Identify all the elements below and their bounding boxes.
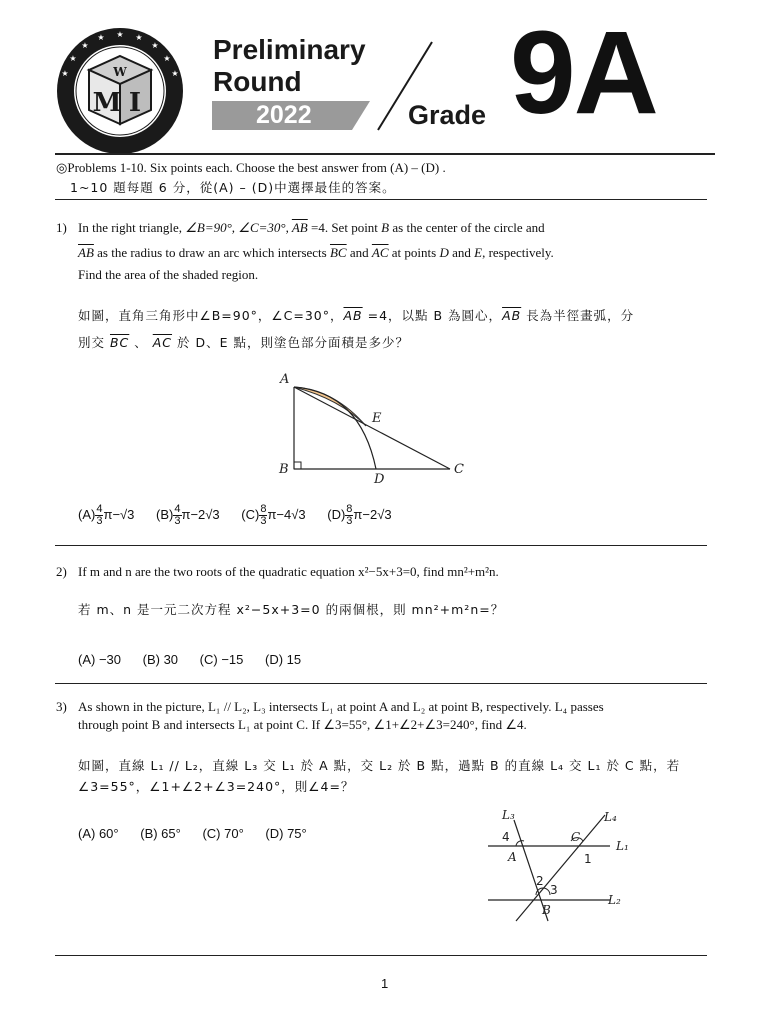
divider [55,545,707,546]
svg-text:★: ★ [171,69,179,78]
title-line2: Round [213,66,302,97]
svg-text:★: ★ [163,54,171,63]
problem-1-text-en-line3: Find the area of the shaded region. [78,267,259,282]
choice-a: (A) −30 [78,652,121,667]
svg-text:I: I [128,88,142,118]
figure-label-d: D [374,472,385,487]
svg-text:★: ★ [81,41,89,50]
choice-a: (A) 60° [78,826,119,841]
figure-label-l1: L₁ [616,839,629,853]
problem-1-figure [270,365,480,490]
choice-b: (B) 30 [142,652,179,667]
problem-1-text-zh-line2: 別交 $\overline{BC}$ 、 $\overline{AC}$ 於 D、E 點，則塗色部分面積是多少？ [78,335,409,350]
figure-label-c: C [454,462,464,477]
svg-text:★: ★ [61,69,69,78]
wmi-logo [55,26,185,156]
choice-d: (D) 15 [265,652,302,667]
svg-text:★: ★ [151,41,159,50]
figure-label-a: A [508,850,517,864]
svg-text:★: ★ [135,33,143,42]
problem-1-text-en-line2: $\overline{AB}$ as the radius to draw an arc which intersects $\overline{BC}$ and $\overline{AC}$ at points D and E, respectively. [78,245,554,260]
problem-2-number: 2) [56,564,67,579]
problem-3-figure [480,805,650,925]
problem-3-text-zh-line1: 如圖，直線 L₁ // L₂，直線 L₃ 交 L₁ 於 A 點，交 L₂ 於 B 點，過點 B 的直線 L₄ 交 L₁ 於 C 點，若 [78,758,681,773]
instructions-en: ◎Problems 1-10. Six points each. Choose the best answer from (A) – (D) . [56,160,446,175]
angle-label-1: 1 [584,852,592,866]
grade-code: 9A [510,7,657,139]
choice-b: (B) $\frac{4}{3}$ π−2√3 [156,503,220,527]
svg-text:W: W [113,65,127,79]
choice-c: (C) −15 [199,652,244,667]
problem-3-text-en-line2: through point B and intersects L₁ at point C. If ∠3=55°, ∠1+∠2+∠3=240°, find ∠4. [78,717,527,732]
choice-d: (D) $\frac{8}{3}$ π−2√3 [327,503,392,527]
problem-2-text-zh: 若 m、n 是一元二次方程 x²−5x+3=0 的兩個根，則 mn²+m²n=？ [78,602,505,617]
problem-3-text-en-line1: As shown in the picture, L₁ // L₂, L₃ intersects L₁ at point A and L₂ at point B, respectively. L₄ passes [78,699,604,714]
angle-label-4: 4 [502,830,510,844]
figure-label-b: B [279,462,289,477]
divider [55,955,707,956]
grade-label: Grade [408,100,487,130]
figure-label-e: E [372,411,382,426]
choice-d: (D) 75° [265,826,307,841]
problem-3-text-zh-line2: ∠3=55°，∠1+∠2+∠3=240°，則∠4=？ [78,779,355,794]
title-line1: Preliminary [213,34,366,65]
choice-c: (C) $\frac{8}{3}$ π−4√3 [241,503,306,527]
problem-2-text-en: If m and n are the two roots of the quadratic equation x²−5x+3=0, find mn²+m²n. [78,564,499,579]
divider [55,199,707,200]
angle-label-3: 3 [550,883,558,897]
problem-1-number: 1) [56,220,67,235]
problem-3-choices [78,826,325,841]
divider [55,683,707,684]
choice-a: (A) $\frac{4}{3}$ π−√3 [78,503,135,527]
year-label: 2022 [256,101,312,129]
choice-b: (B) 65° [140,826,181,841]
instructions-zh: 1~10 題每題 6 分，從(A) – (D)中選擇最佳的答案。 [70,180,396,195]
angle-label-2: 2 [536,874,544,888]
header-rule [55,153,715,155]
svg-text:★: ★ [69,54,77,63]
svg-text:★: ★ [116,30,124,39]
problem-1-text-zh-line1: 如圖，直角三角形中∠B=90°，∠C=30°，$\overline{AB} =4$，以點 B 為圓心，$\overline{AB}$ 長為半徑畫弧，分 [78,308,635,323]
problem-3-number: 3) [56,699,67,714]
page-number: 1 [381,976,389,991]
problem-2-choices [78,652,319,667]
figure-label-l3: L₃ [502,808,515,822]
problem-1-text-en-line1: In the right triangle, ∠B=90°, ∠C=30°, $\overline{AB} =4$. Set point B as the center of the circle and [78,220,545,235]
problem-1-choices [78,504,410,527]
svg-text:★: ★ [97,33,105,42]
svg-text:M: M [92,88,122,118]
figure-label-a: A [280,372,290,387]
choice-c: (C) 70° [202,826,244,841]
figure-label-l4: L₄ [604,810,617,824]
figure-label-c: C [571,830,581,844]
figure-label-l2: L₂ [608,893,621,907]
figure-label-b: B [542,903,551,917]
